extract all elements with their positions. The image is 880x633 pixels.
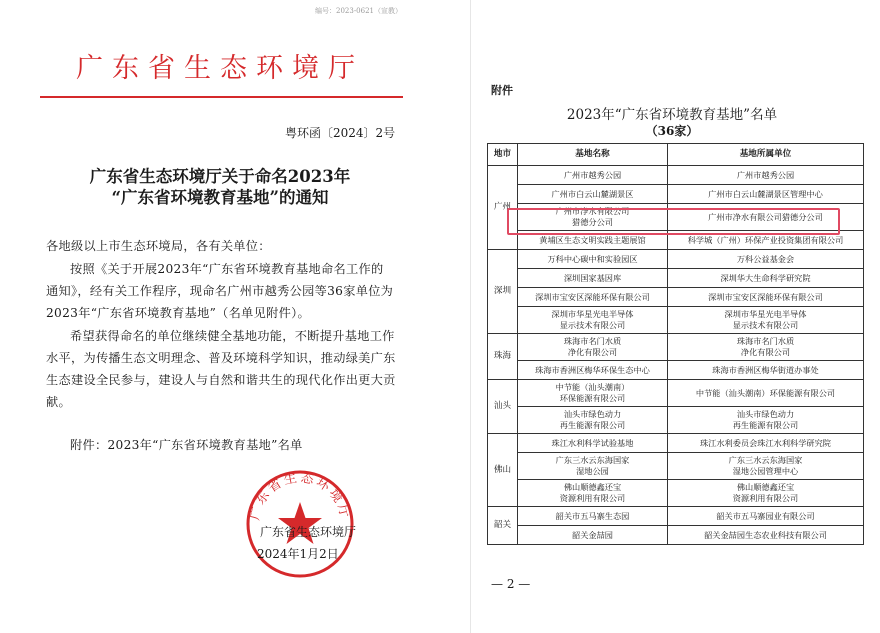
unit-cell: 中节能（汕头潮南）环保能源有限公司 [668,380,864,407]
column-header-unit: 基地所属单位 [668,144,864,166]
notice-title-line-2: “广东省环境教育基地”的通知 [111,188,329,207]
salutation: 各地级以上市生态环境局，各有关单位： [46,239,271,253]
attachment-page [470,0,880,633]
document-number: 粤环函〔2024〕2号 [285,126,396,140]
list-title: 2023年“广东省环境教育基地”名单 [566,107,778,123]
base-name-cell: 广州市越秀公园 [518,166,668,185]
base-name-cell: 珠海市名门水质 净化有限公司 [518,334,668,361]
city-cell: 深圳 [488,250,518,334]
unit-cell: 珠海市名门水质 净化有限公司 [668,334,864,361]
body-line: 水平，为传播生态文明理念、普及环境科学知识，推动绿美广东 [46,351,396,365]
notice-title-line-1: 广东省生态环境厅关于命名2023年 [89,167,351,186]
table-row [488,361,864,380]
base-name-cell: 深圳市宝安区深能环保有限公司 [518,288,668,307]
unit-cell: 珠海市香洲区梅华街道办事处 [668,361,864,380]
base-name-cell: 万科中心碳中和实验园区 [518,250,668,269]
table-row [488,526,864,545]
attachment-label: 附件 [491,84,513,97]
page-number: — 2 — [491,577,531,591]
unit-cell: 科学城（广州）环保产业投资集团有限公司 [668,231,864,250]
org-title: 广东省生态环境厅 [76,53,364,84]
unit-cell: 广州市净水有限公司猎德分公司 [668,204,864,231]
table-row [488,288,864,307]
base-name-cell: 珠海市香洲区梅华环保生态中心 [518,361,668,380]
base-name-cell: 深圳国家基因库 [518,269,668,288]
city-cell: 佛山 [488,434,518,507]
base-name-cell: 佛山顺德鑫还宝 资源利用有限公司 [518,480,668,507]
red-divider [40,96,403,98]
table-row [488,250,864,269]
city-cell: 韶关 [488,507,518,545]
body-line: 献。 [46,395,71,409]
base-name-cell: 汕头市绿色动力 再生能源有限公司 [518,407,668,434]
table-row [488,380,864,407]
column-header-base-name: 基地名称 [518,144,668,166]
base-name-cell: 广州市净水有限公司 猎德分公司 [518,204,668,231]
table-row [488,434,864,453]
table-row [488,307,864,334]
unit-cell: 珠江水利委员会珠江水利科学研究院 [668,434,864,453]
base-name-cell: 广州市白云山麓湖景区 [518,185,668,204]
unit-cell: 佛山顺德鑫还宝 资源利用有限公司 [668,480,864,507]
table-header-row [488,144,864,166]
serial-number: 编号：2023-0621（宣教） [315,7,402,15]
city-cell: 珠海 [488,334,518,380]
unit-cell: 广州市越秀公园 [668,166,864,185]
table-row [488,269,864,288]
unit-cell: 韶关金喆园生态农业科技有限公司 [668,526,864,545]
signature-date: 2024年1月2日 [257,547,339,561]
base-name-cell: 深圳市华星光电半导体 显示技术有限公司 [518,307,668,334]
unit-cell: 深圳市宝安区深能环保有限公司 [668,288,864,307]
base-list-table [487,143,864,545]
unit-cell: 广州市白云山麓湖景区管理中心 [668,185,864,204]
unit-cell: 广东三水云东海国家 湿地公园管理中心 [668,453,864,480]
body-line: 希望获得命名的单位继续健全基地功能，不断提升基地工作 [70,329,395,343]
body-line: 生态建设全民参与，建设人与自然和谐共生的现代化作出更大贡 [46,373,396,387]
signature-org: 广东省生态环境厅 [260,525,357,539]
unit-cell: 韶关市五马寨园业有限公司 [668,507,864,526]
table-row [488,166,864,185]
attachment-note: 附件：2023年“广东省环境教育基地”名单 [70,438,303,452]
base-name-cell: 韶关金喆园 [518,526,668,545]
table-row [488,453,864,480]
column-header-city: 地市 [488,144,518,166]
base-name-cell: 黄埔区生态文明实践主题展馆 [518,231,668,250]
unit-cell: 汕头市绿色动力 再生能源有限公司 [668,407,864,434]
table-row [488,407,864,434]
body-line: 通知》，经有关工作程序，现命名广州市越秀公园等36家单位为 [46,284,394,298]
base-name-cell: 广东三水云东海国家 湿地公园 [518,453,668,480]
table-row [488,334,864,361]
base-name-cell: 中节能（汕头潮南） 环保能源有限公司 [518,380,668,407]
city-cell: 汕头 [488,380,518,434]
body-line: 2023年“广东省环境教育基地”（名单见附件）。 [46,306,310,320]
base-name-cell: 韶关市五马寨生态园 [518,507,668,526]
base-name-cell: 珠江水利科学试验基地 [518,434,668,453]
unit-cell: 万科公益基金会 [668,250,864,269]
svg-text:广东省生态环境厅: 广东省生态环境厅 [247,470,353,522]
table-row [488,507,864,526]
unit-cell: 深圳市华星光电半导体 显示技术有限公司 [668,307,864,334]
highlight-box [507,208,840,235]
table-row [488,185,864,204]
unit-cell: 深圳华大生命科学研究院 [668,269,864,288]
city-cell: 广州 [488,166,518,250]
table-row [488,480,864,507]
list-count: （36家） [645,124,699,138]
body-line: 按照《关于开展2023年“广东省环境教育基地命名工作的 [70,262,384,276]
